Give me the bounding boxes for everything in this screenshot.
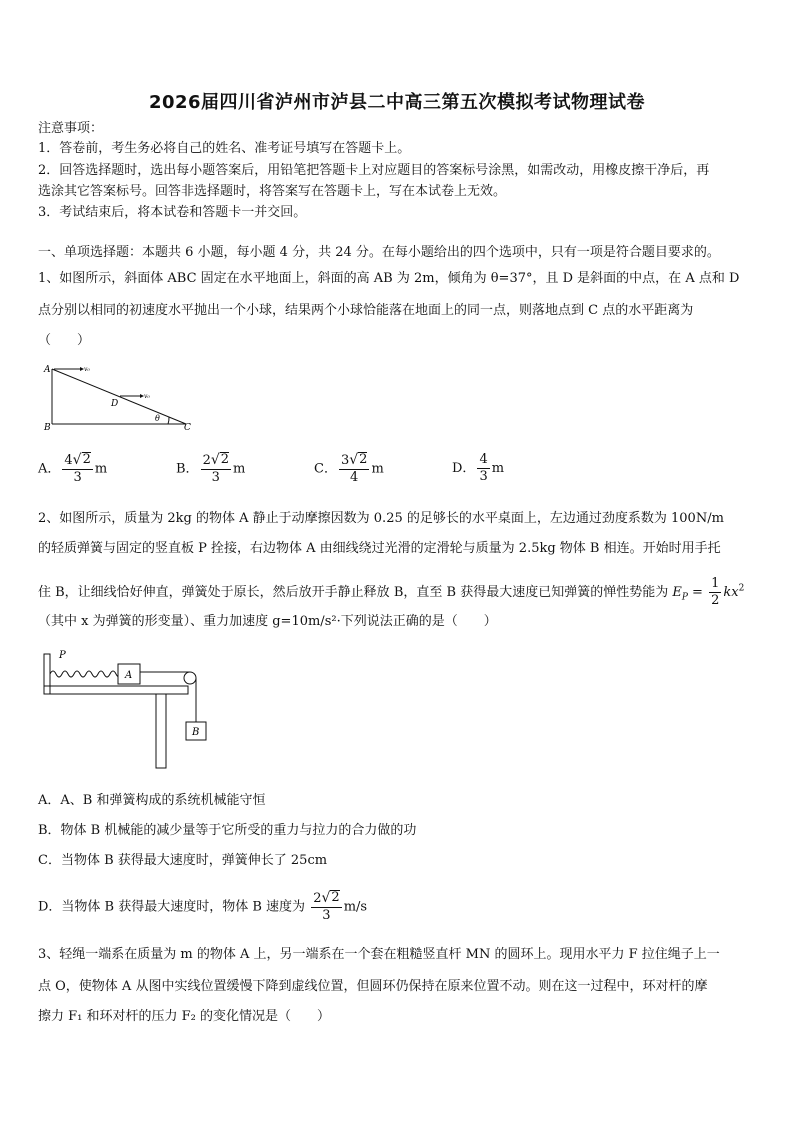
formula-eq: =: [687, 585, 708, 600]
coef: 4: [64, 453, 73, 468]
fraction: 2 √ 2 3: [313, 890, 340, 923]
q1-option-d: [452, 452, 504, 485]
theta-arc: [168, 417, 169, 424]
label-v0-a: v₀: [84, 366, 90, 373]
q1-text-1: 1、如图所示，斜面体 ABC 固定在水平地面上，斜面的高 AB 为 2m，倾角为 θ=37°，且 D 是斜面的中点，在 A 点和 D: [38, 271, 740, 286]
unit: m/s: [343, 899, 368, 915]
numerator: 1: [711, 576, 720, 591]
q3-text-1: 3、轻绳一端系在质量为 m 的物体 A 上，另一端系在一个套在粗糙竖直杆 MN 的圆环上。现用水平力 F 拉住绳子上一: [38, 947, 720, 962]
option-d-text: D．当物体 B 获得最大速度时，物体 B 速度为: [38, 899, 310, 915]
q1-option-b: [176, 452, 245, 486]
q2-option-c: C．当物体 B 获得最大速度时，弹簧伸长了 25cm: [38, 853, 328, 868]
formula-fraction: [709, 576, 721, 609]
label-a: A: [44, 365, 51, 375]
notice-item-1: 1．答卷前，考生务必将自己的姓名、准考证号填写在答题卡上。: [38, 141, 411, 156]
notice-item-2: 2．回答选择题时，选出每小题答案后，用铅笔把答题卡上对应题目的答案标号涂黑，如需改动，用橡皮擦干净后，再: [38, 163, 710, 178]
radicand: 2: [220, 452, 230, 467]
label-theta: θ: [155, 414, 160, 423]
formula-lhs: E: [672, 585, 682, 600]
fraction: 4 √ 2 3: [64, 452, 91, 485]
q2-text-3: [38, 576, 760, 609]
denominator: 3: [322, 908, 331, 923]
spring: [50, 671, 128, 677]
unit: m: [371, 461, 384, 477]
label-v0-d: v₀: [144, 393, 150, 400]
numerator: 4: [479, 452, 488, 467]
q2-text-1: 2、如图所示，质量为 2kg 的物体 A 静止于动摩擦因数为 0.25 的足够长的水平桌面上，左边通过劲度系数为 100N/m: [38, 511, 724, 526]
q1-text-3: （ ）: [38, 333, 91, 348]
label-c: C: [184, 423, 191, 433]
notice-item-3: 3．考试结束后，将本试卷和答题卡一并交回。: [38, 205, 307, 220]
q2-text-4: （其中 x 为弹簧的形变量）、重力加速度 g=10m/s²·下列说法正确的是（ ）: [38, 614, 497, 629]
unit: m: [233, 461, 246, 477]
option-label: C．: [314, 461, 337, 477]
q2-text-2: 的轻质弹簧与固定的竖直板 P 拴接，右边物体 A 由细线绕过光滑的定滑轮与质量为 2.5kg 物体 B 相连。开始时用手托: [38, 541, 721, 556]
q2-text-3-words: 住 B，让细线恰好伸直，弹簧处于原长，然后放开手静止释放 B，直至 B 获得最大速度已知弹簧的惮性势能为: [38, 585, 673, 600]
formula-sub: P: [681, 592, 688, 603]
q2-spring-figure: [40, 646, 210, 770]
option-label: D．: [452, 461, 476, 476]
q2-option-b: B．物体 B 机械能的减少量等于它所受的重力与拉力的合力做的功: [38, 823, 417, 838]
formula-rhs: kx: [723, 585, 739, 600]
fraction: 3 √ 2 4: [340, 452, 368, 485]
notice-heading: 注意事项：: [38, 121, 104, 136]
fraction: 2 √ 2 3: [202, 452, 230, 485]
option-label: B．: [176, 461, 199, 477]
q3-text-2: 点 O，使物体 A 从图中实线位置缓慢下降到虚线位置，但圆环仍保持在原来位置不动。则在这一过程中，环对杆的摩: [38, 979, 708, 994]
fraction: [477, 452, 489, 485]
notice-item-2-cont: 选涂其它答案标号。回答非选择题时，将答案写在答题卡上，写在本试卷上无效。: [38, 184, 507, 199]
q3-text-3: 擦力 F₁ 和环对杆的压力 F₂ 的变化情况是（ ）: [38, 1009, 330, 1024]
label-d: D: [111, 399, 119, 409]
formula-sup: 2: [738, 583, 745, 594]
radicand: 2: [82, 452, 91, 467]
q1-option-a: [38, 452, 107, 486]
option-label: A．: [38, 461, 61, 477]
side-ac: [52, 369, 186, 424]
coef: 2: [313, 891, 322, 906]
label-b: B: [44, 423, 51, 433]
q1-text-2: 点分别以相同的初速度水平抛出一个小球，结果两个小球恰能落在地面上的同一点，则落地点到 C 点的水平距离为: [38, 303, 694, 318]
q1-option-c: [314, 452, 384, 486]
section-heading: 一、单项选择题：本题共 6 小题，每小题 4 分，共 24 分。在每小题给出的四个选项中，只有一项是符合题目要求的。: [38, 245, 720, 260]
board-p: [44, 654, 50, 694]
label-a: A: [125, 670, 133, 681]
radicand: 2: [359, 452, 368, 467]
denominator: 3: [73, 470, 82, 485]
coef: 2: [202, 453, 211, 468]
exam-title: 2026届四川省泸州市泸县二中高三第五次模拟考试物理试卷: [148, 92, 646, 113]
pulley: [184, 672, 196, 684]
denominator: 4: [350, 470, 359, 485]
label-p: P: [59, 650, 66, 661]
q2-option-a: A．A、B 和弹簧构成的系统机械能守恒: [38, 793, 266, 808]
denominator: 2: [711, 593, 720, 608]
table-leg: [156, 694, 166, 768]
q1-incline-figure: [40, 360, 200, 434]
table-top: [44, 686, 188, 694]
denominator: 3: [211, 470, 220, 485]
unit: m: [491, 461, 505, 476]
radicand: 2: [331, 890, 340, 905]
coef: 3: [340, 453, 350, 468]
label-b: B: [192, 727, 200, 738]
unit: m: [94, 461, 108, 477]
denominator: 3: [479, 469, 488, 484]
q2-option-d: [38, 890, 760, 924]
